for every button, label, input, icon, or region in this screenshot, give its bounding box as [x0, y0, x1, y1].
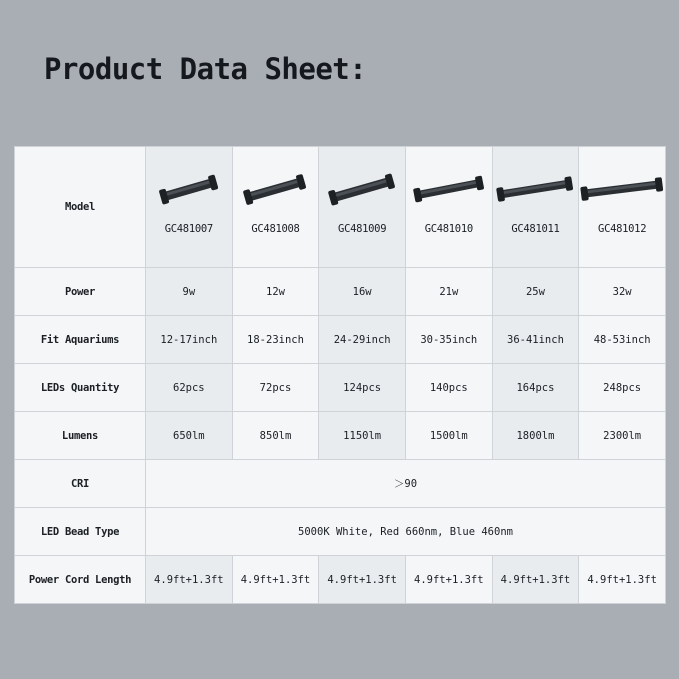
table-row-cri [15, 460, 666, 508]
table-cell-fit-5: 36-41inch [492, 316, 579, 364]
table-cell-cord-3: 4.9ft+1.3ft [319, 556, 406, 604]
table-cell-leds-5: 164pcs [492, 364, 579, 412]
row-label-power-cord-length: Power Cord Length [15, 556, 146, 604]
model-code: GC481008 [251, 223, 300, 235]
table-cell-model-5 [492, 147, 579, 268]
row-label-fit-aquariums: Fit Aquariums [15, 316, 146, 364]
aquarium-light-icon [319, 163, 405, 219]
table-cell-leds-3: 124pcs [319, 364, 406, 412]
table-cell-lumens-4: 1500lm [405, 412, 492, 460]
table-cell-power-2: 12w [232, 268, 319, 316]
aquarium-light-icon [579, 163, 665, 219]
model-code: GC481009 [338, 223, 387, 235]
aquarium-light-icon [146, 163, 232, 219]
table-cell-fit-2: 18-23inch [232, 316, 319, 364]
table-row-leds-quantity [15, 364, 666, 412]
table-cell-lumens-5: 1800lm [492, 412, 579, 460]
table-row-model [15, 147, 666, 268]
table-cell-lumens-3: 1150lm [319, 412, 406, 460]
table-row-power [15, 268, 666, 316]
table-cell-model-1 [146, 147, 233, 268]
table-cell-leds-1: 62pcs [146, 364, 233, 412]
table-cell-cri-value: ＞90 [146, 460, 666, 508]
model-code: GC481012 [598, 223, 647, 235]
table-row-lumens [15, 412, 666, 460]
table-cell-power-1: 9w [146, 268, 233, 316]
row-label-leds-quantity: LEDs Quantity [15, 364, 146, 412]
table-cell-power-4: 21w [405, 268, 492, 316]
table-cell-leds-4: 140pcs [405, 364, 492, 412]
row-label-lumens: Lumens [15, 412, 146, 460]
table-cell-power-5: 25w [492, 268, 579, 316]
table-cell-lumens-1: 650lm [146, 412, 233, 460]
table-row-power-cord-length [15, 556, 666, 604]
row-label-power: Power [15, 268, 146, 316]
table-cell-cord-4: 4.9ft+1.3ft [405, 556, 492, 604]
model-code: GC481011 [511, 223, 560, 235]
table-row-fit-aquariums [15, 316, 666, 364]
table-cell-cord-1: 4.9ft+1.3ft [146, 556, 233, 604]
table-cell-lumens-2: 850lm [232, 412, 319, 460]
aquarium-light-icon [232, 163, 318, 219]
table-cell-model-2 [232, 147, 319, 268]
row-label-cri: CRI [15, 460, 146, 508]
table-cell-model-6 [579, 147, 666, 268]
table-cell-fit-6: 48-53inch [579, 316, 666, 364]
table-cell-led-bead-type-value: 5000K White, Red 660nm, Blue 460nm [146, 508, 666, 556]
model-code: GC481010 [424, 223, 473, 235]
table-cell-cord-2: 4.9ft+1.3ft [232, 556, 319, 604]
table-cell-model-3 [319, 147, 406, 268]
table-cell-fit-1: 12-17inch [146, 316, 233, 364]
spec-table-container [14, 146, 666, 604]
row-label-model: Model [15, 147, 146, 268]
table-row-led-bead-type [15, 508, 666, 556]
aquarium-light-icon [406, 163, 492, 219]
table-cell-fit-4: 30-35inch [405, 316, 492, 364]
table-cell-power-3: 16w [319, 268, 406, 316]
table-cell-leds-2: 72pcs [232, 364, 319, 412]
row-label-led-bead-type: LED Bead Type [15, 508, 146, 556]
table-cell-lumens-6: 2300lm [579, 412, 666, 460]
spec-table [14, 146, 666, 604]
page-title: Product Data Sheet: [44, 52, 367, 86]
table-cell-cord-6: 4.9ft+1.3ft [579, 556, 666, 604]
table-cell-model-4 [405, 147, 492, 268]
table-cell-leds-6: 248pcs [579, 364, 666, 412]
aquarium-light-icon [492, 163, 578, 219]
table-cell-cord-5: 4.9ft+1.3ft [492, 556, 579, 604]
table-cell-fit-3: 24-29inch [319, 316, 406, 364]
table-cell-power-6: 32w [579, 268, 666, 316]
model-code: GC481007 [164, 223, 213, 235]
